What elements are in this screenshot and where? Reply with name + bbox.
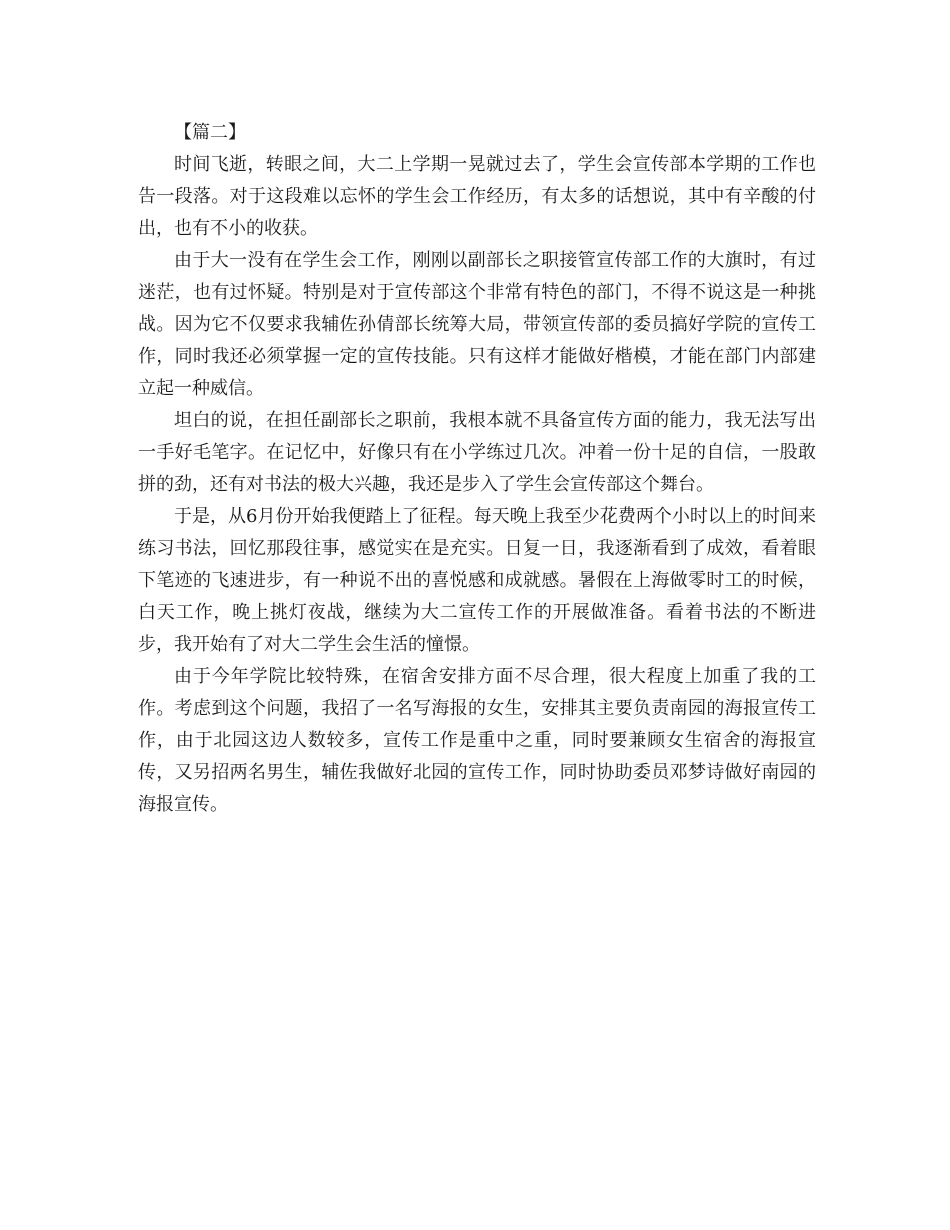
document-body — [138, 117, 816, 821]
paragraph-3: 坦白的说，在担任副部长之职前，我根本就不具备宣传方面的能力，我无法写出一手好毛笔字。在记忆中，好像只有在小学练过几次。冲着一份十足的自信，一股敢拼的劲，还有对书法的极大兴趣，我还是步入了学生会宣传部这个舞台。 — [138, 410, 816, 495]
paragraph-4: 于是，从6月份开始我便踏上了征程。每天晚上我至少花费两个小时以上的时间来练习书法，回忆那段往事，感觉实在是充实。日复一日，我逐渐看到了成效，看着眼下笔迹的飞速进步，有一种说不出的喜悦感和成就感。暑假在上海做零时工的时候，白天工作，晚上挑灯夜战，继续为大二宣传工作的开展做准备。看着书法的不断进步，我开始有了对大二学生会生活的憧憬。 — [138, 506, 816, 655]
paragraph-2: 由于大一没有在学生会工作，刚刚以副部长之职接管宣传部工作的大旗时，有过迷茫，也有过怀疑。特别是对于宣传部这个非常有特色的部门，不得不说这是一种挑战。因为它不仅要求我辅佐孙倩部长统筹大局，带领宣传部的委员搞好学院的宣传工作，同时我还必须掌握一定的宣传技能。只有这样才能做好楷模，才能在部门内部建立起一种威信。 — [138, 250, 816, 399]
section-heading: 【篇二】 — [174, 122, 246, 143]
paragraph-5: 由于今年学院比较特殊，在宿舍安排方面不尽合理，很大程度上加重了我的工作。考虑到这个问题，我招了一名写海报的女生，安排其主要负责南园的海报宣传工作，由于北园这边人数较多，宣传工作是重中之重，同时要兼顾女生宿舍的海报宣传，又另招两名男生，辅佐我做好北园的宣传工作，同时协助委员邓梦诗做好南园的海报宣传。 — [138, 666, 816, 815]
paragraph-1: 时间飞逝，转眼之间，大二上学期一晃就过去了，学生会宣传部本学期的工作也告一段落。对于这段难以忘怀的学生会工作经历，有太多的话想说，其中有辛酸的付出，也有不小的收获。 — [138, 154, 816, 239]
